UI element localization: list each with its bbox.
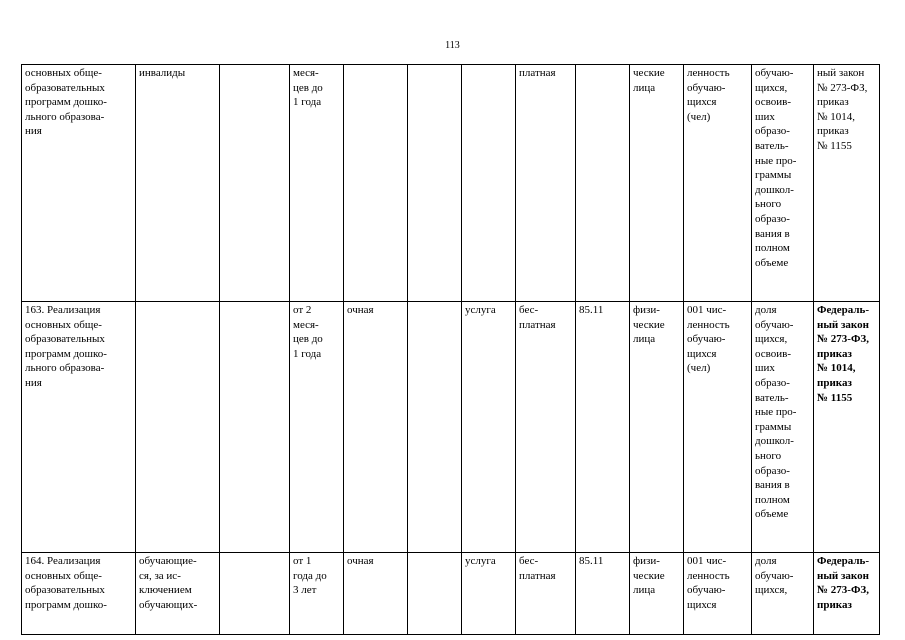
type-cell: услуга — [462, 553, 516, 635]
empty-cell — [408, 553, 462, 635]
consumers-cell: физи- ческие лица — [630, 302, 684, 553]
okved-cell: 85.11 — [576, 302, 630, 553]
empty-cell — [220, 302, 290, 553]
services-table — [21, 64, 880, 635]
empty-cell — [220, 553, 290, 635]
table-row — [22, 302, 880, 553]
table-row — [22, 553, 880, 635]
page-number: 113 — [445, 40, 460, 51]
okved-cell — [576, 65, 630, 302]
category-cell: обучающие- ся, за ис- ключением обучающих- — [136, 553, 220, 635]
age-cell: от 1 года до 3 лет — [290, 553, 344, 635]
legal-basis-cell: Федераль- ный закон № 273-ФЗ, приказ — [814, 553, 880, 635]
volume-indicator-cell: 001 чис- ленность обучаю- щихся (чел) — [684, 302, 752, 553]
empty-cell — [408, 65, 462, 302]
form-cell — [344, 65, 408, 302]
empty-cell — [408, 302, 462, 553]
category-cell: инвалиды — [136, 65, 220, 302]
volume-indicator-cell: ленность обучаю- щихся (чел) — [684, 65, 752, 302]
consumers-cell: ческие лица — [630, 65, 684, 302]
service-name-cell: основных обще- образовательных программ дошко- льного образова- ния — [22, 65, 136, 302]
category-cell — [136, 302, 220, 553]
legal-basis-cell: ный закон № 273-ФЗ, приказ № 1014, приказ № 1155 — [814, 65, 880, 302]
okved-cell: 85.11 — [576, 553, 630, 635]
payment-cell: бес- платная — [516, 302, 576, 553]
quality-indicator-cell: доля обучаю- щихся, — [752, 553, 814, 635]
quality-indicator-cell: обучаю- щихся, освоив- ших образо- ватель- ные про- граммы дошкол- ьного образо- вания в полном объеме — [752, 65, 814, 302]
type-cell: услуга — [462, 302, 516, 553]
form-cell: очная — [344, 553, 408, 635]
service-name-cell: 163. Реализация основных обще- образовательных программ дошко- льного образова- ния — [22, 302, 136, 553]
volume-indicator-cell: 001 чис- ленность обучаю- щихся — [684, 553, 752, 635]
payment-cell: бес- платная — [516, 553, 576, 635]
form-cell: очная — [344, 302, 408, 553]
quality-indicator-cell: доля обучаю- щихся, освоив- ших образо- ватель- ные про- граммы дошкол- ьного образо- вания в полном объеме — [752, 302, 814, 553]
consumers-cell: физи- ческие лица — [630, 553, 684, 635]
payment-cell: платная — [516, 65, 576, 302]
empty-cell — [220, 65, 290, 302]
age-cell: меся- цев до 1 года — [290, 65, 344, 302]
type-cell — [462, 65, 516, 302]
legal-basis-cell: Федераль- ный закон № 273-ФЗ, приказ № 1014, приказ № 1155 — [814, 302, 880, 553]
service-name-cell: 164. Реализация основных обще- образовательных программ дошко- — [22, 553, 136, 635]
age-cell: от 2 меся- цев до 1 года — [290, 302, 344, 553]
table-row — [22, 65, 880, 302]
